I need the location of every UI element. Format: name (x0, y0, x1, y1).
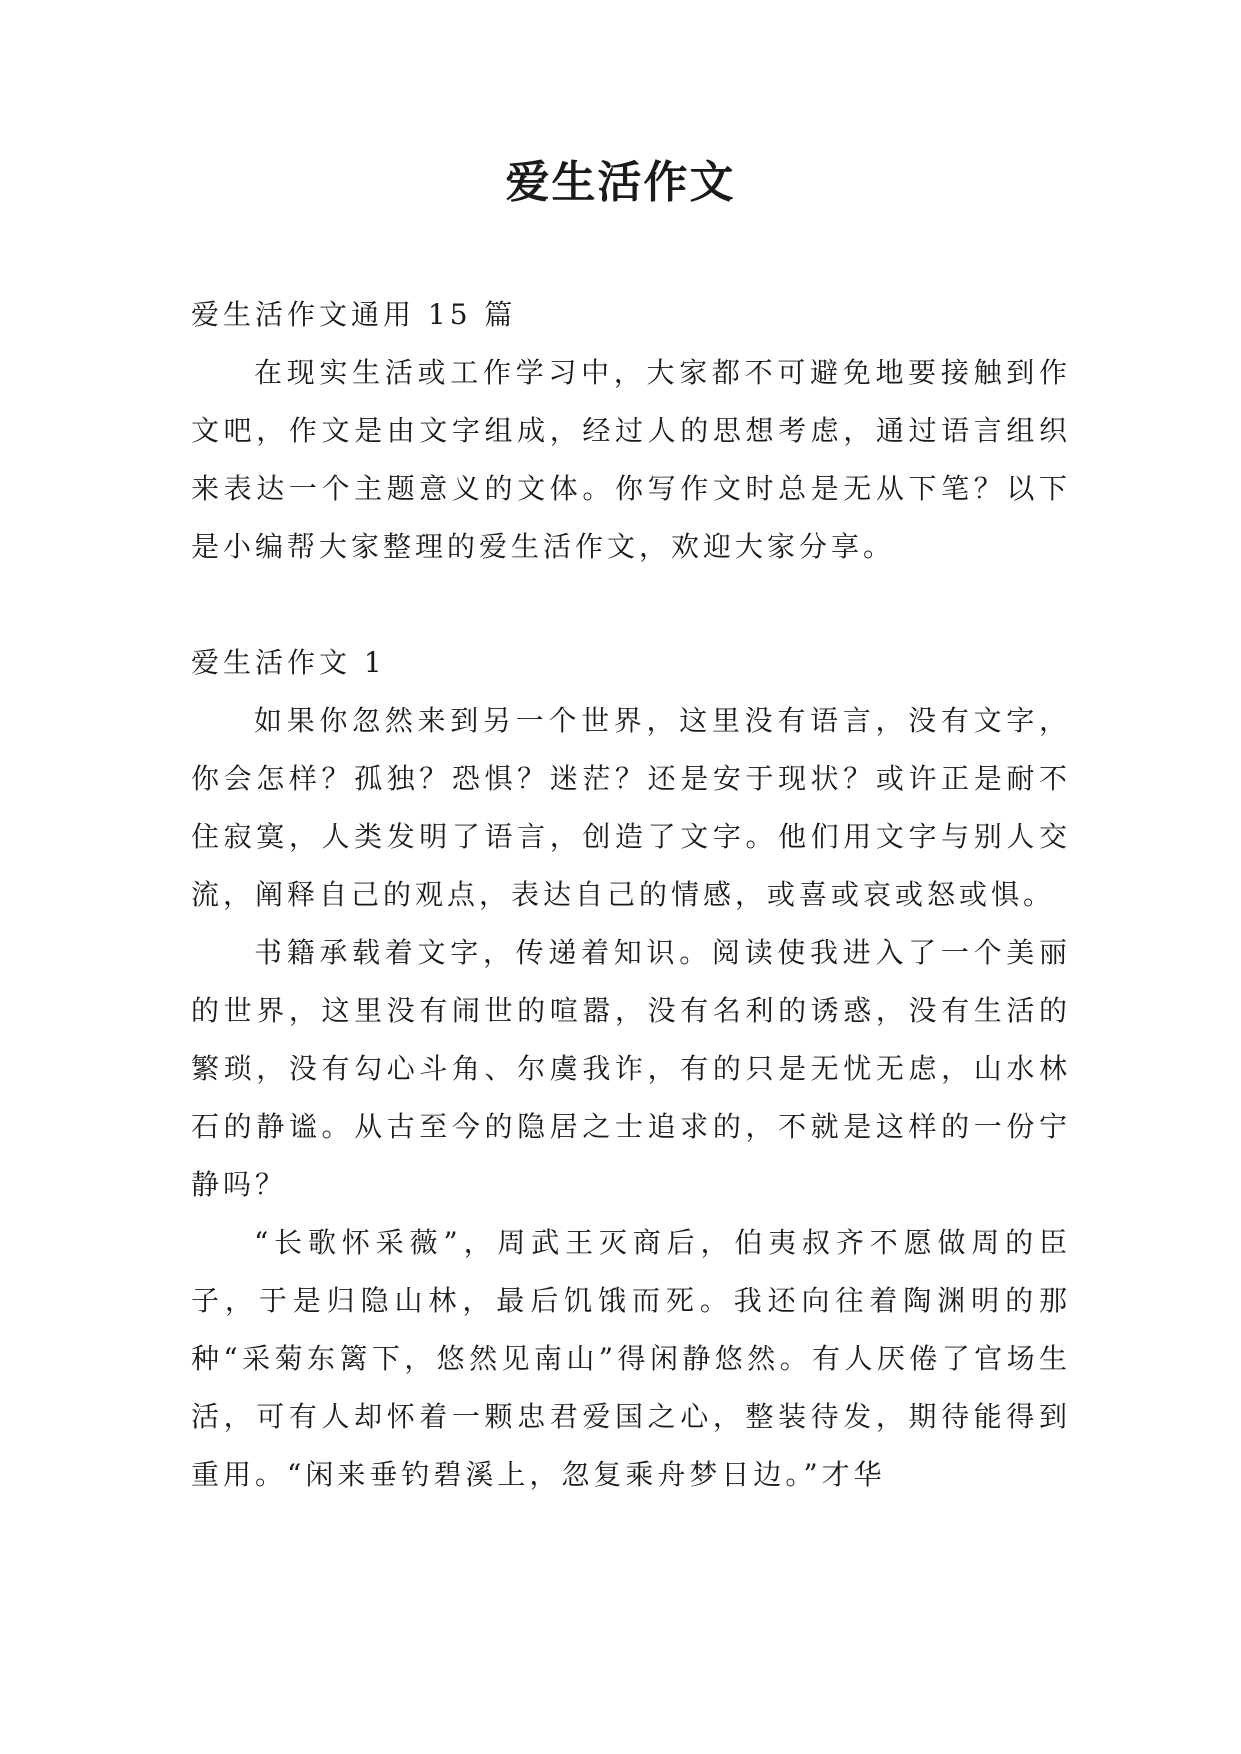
section-heading: 爱生活作文 1 (191, 646, 386, 679)
section-paragraph-1: 如果你忽然来到另一个世界，这里没有语言，没有文字，你会怎样？孤独？恐惧？迷茫？还是安于现状？或许正是耐不住寂寞，人类发明了语言，创造了文字。他们用文字与别人交流，阐释自己的观点，表达自己的情感，或喜或哀或怒或惧。 (191, 704, 1071, 911)
document-body (191, 286, 1071, 1504)
document-title: 爱生活作文 (505, 157, 736, 208)
section-spacer (191, 576, 1071, 634)
section-paragraph-2: 书籍承载着文字，传递着知识。阅读使我进入了一个美丽的世界，这里没有闹世的喧嚣，没有名利的诱惑，没有生活的繁琐，没有勾心斗角、尔虞我诈，有的只是无忧无虑，山水林石的静谧。从古至今的隐居之士追求的，不就是这样的一份宁静吗？ (191, 936, 1071, 1201)
intro-paragraph: 在现实生活或工作学习中，大家都不可避免地要接触到作文吧，作文是由文字组成，经过人的思想考虑，通过语言组织来表达一个主题意义的文体。你写作文时总是无从下笔？以下是小编帮大家整理的爱生活作文，欢迎大家分享。 (191, 356, 1071, 563)
section-paragraph-3: “长歌怀采薇”，周武王灭商后，伯夷叔齐不愿做周的臣子，于是归隐山林，最后饥饿而死。我还向往着陶渊明的那种“采菊东篱下，悠然见南山”得闲静悠然。有人厌倦了官场生活，可有人却怀着一颗忠君爱国之心，整装待发，期待能得到重用。“闲来垂钓碧溪上，忽复乘舟梦日边。”才华 (191, 1226, 1071, 1491)
document-subtitle: 爱生活作文通用 15 篇 (191, 298, 517, 331)
